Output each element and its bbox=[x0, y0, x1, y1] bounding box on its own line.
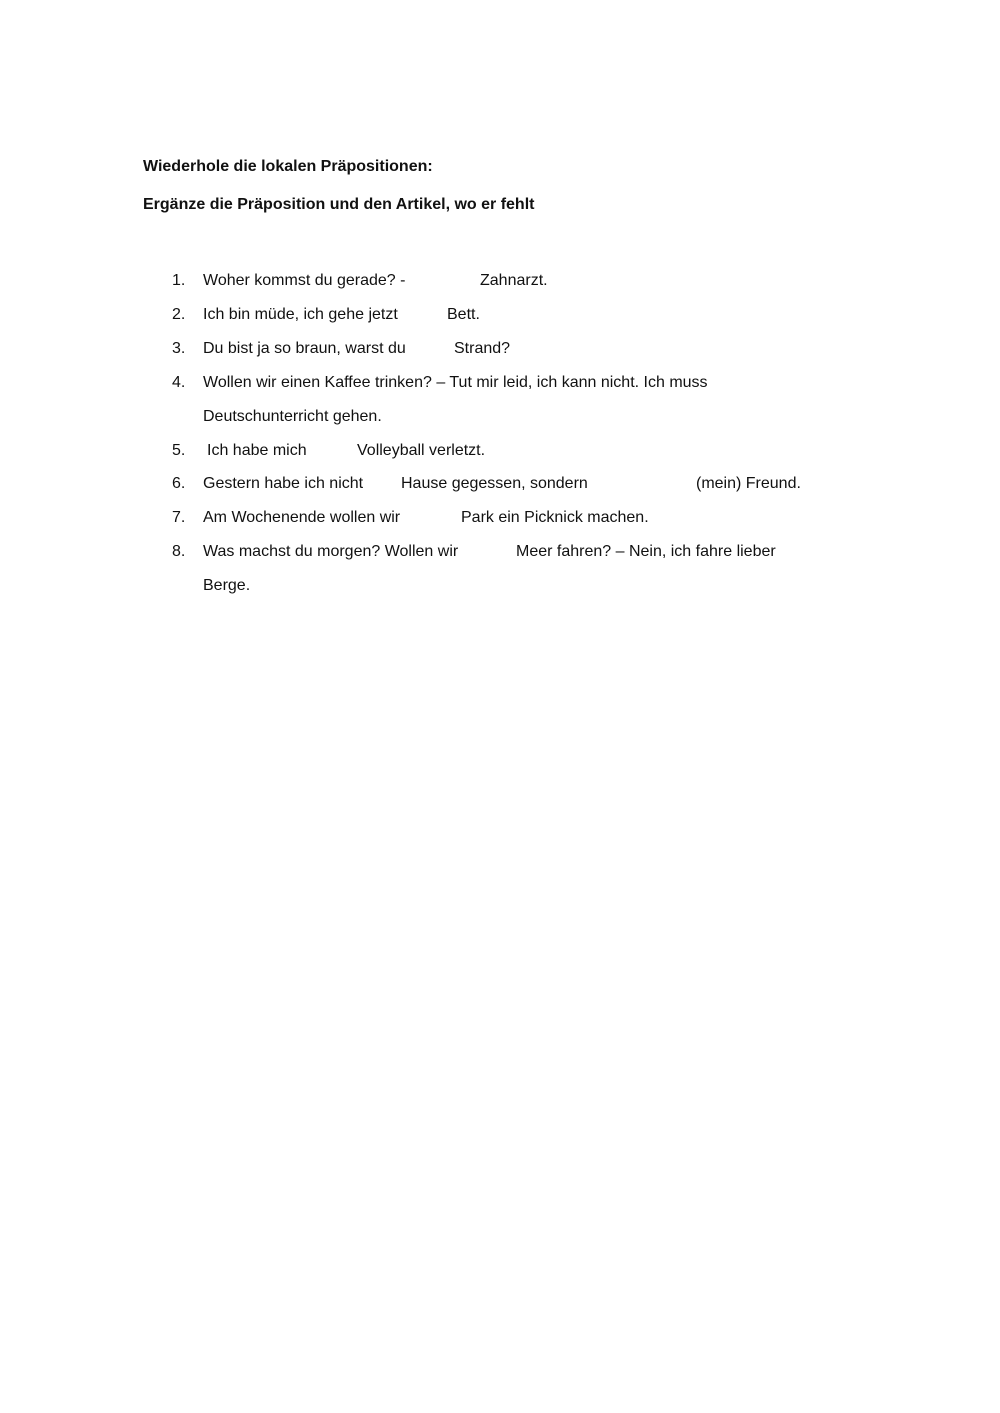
exercise-text: Bett. bbox=[447, 306, 480, 323]
exercise-text: Du bist ja so braun, warst du bbox=[203, 340, 406, 357]
exercise-text: Ich bin müde, ich gehe jetzt bbox=[203, 306, 398, 323]
exercise-text: Strand? bbox=[454, 340, 511, 357]
exercise-number: 3. bbox=[172, 340, 186, 357]
exercise-text: Ich habe mich bbox=[207, 442, 307, 459]
exercise-text: Wollen wir einen Kaffee trinken? – Tut mir leid, ich kann nicht. Ich muss bbox=[203, 374, 708, 391]
exercise-text: Meer fahren? – Nein, ich fahre lieber bbox=[516, 543, 776, 560]
exercise-text: Zahnarzt. bbox=[480, 272, 548, 289]
exercise-number: 2. bbox=[172, 306, 186, 323]
exercise-text: Deutschunterricht gehen. bbox=[203, 408, 382, 425]
exercise-text: Gestern habe ich nicht bbox=[203, 475, 364, 492]
exercise-text: Berge. bbox=[203, 577, 251, 594]
exercise-number: 5. bbox=[172, 442, 186, 459]
exercise-number: 7. bbox=[172, 509, 186, 526]
worksheet-title: Wiederhole die lokalen Präpositionen: bbox=[143, 158, 433, 175]
exercise-number: 8. bbox=[172, 543, 186, 560]
exercise-text: Park ein Picknick machen. bbox=[461, 509, 649, 526]
exercise-text: Volleyball verletzt. bbox=[357, 442, 486, 459]
exercise-number: 4. bbox=[172, 374, 186, 391]
worksheet-instruction: Ergänze die Präposition und den Artikel, wo er fehlt bbox=[143, 196, 535, 213]
exercise-number: 6. bbox=[172, 475, 186, 492]
exercise-text: (mein) Freund. bbox=[696, 475, 801, 492]
exercise-text: Was machst du morgen? Wollen wir bbox=[203, 543, 459, 560]
exercise-text: Am Wochenende wollen wir bbox=[203, 509, 401, 526]
exercise-text: Hause gegessen, sondern bbox=[401, 475, 588, 492]
exercise-text: Woher kommst du gerade? - bbox=[203, 272, 406, 289]
exercise-number: 1. bbox=[172, 272, 186, 289]
